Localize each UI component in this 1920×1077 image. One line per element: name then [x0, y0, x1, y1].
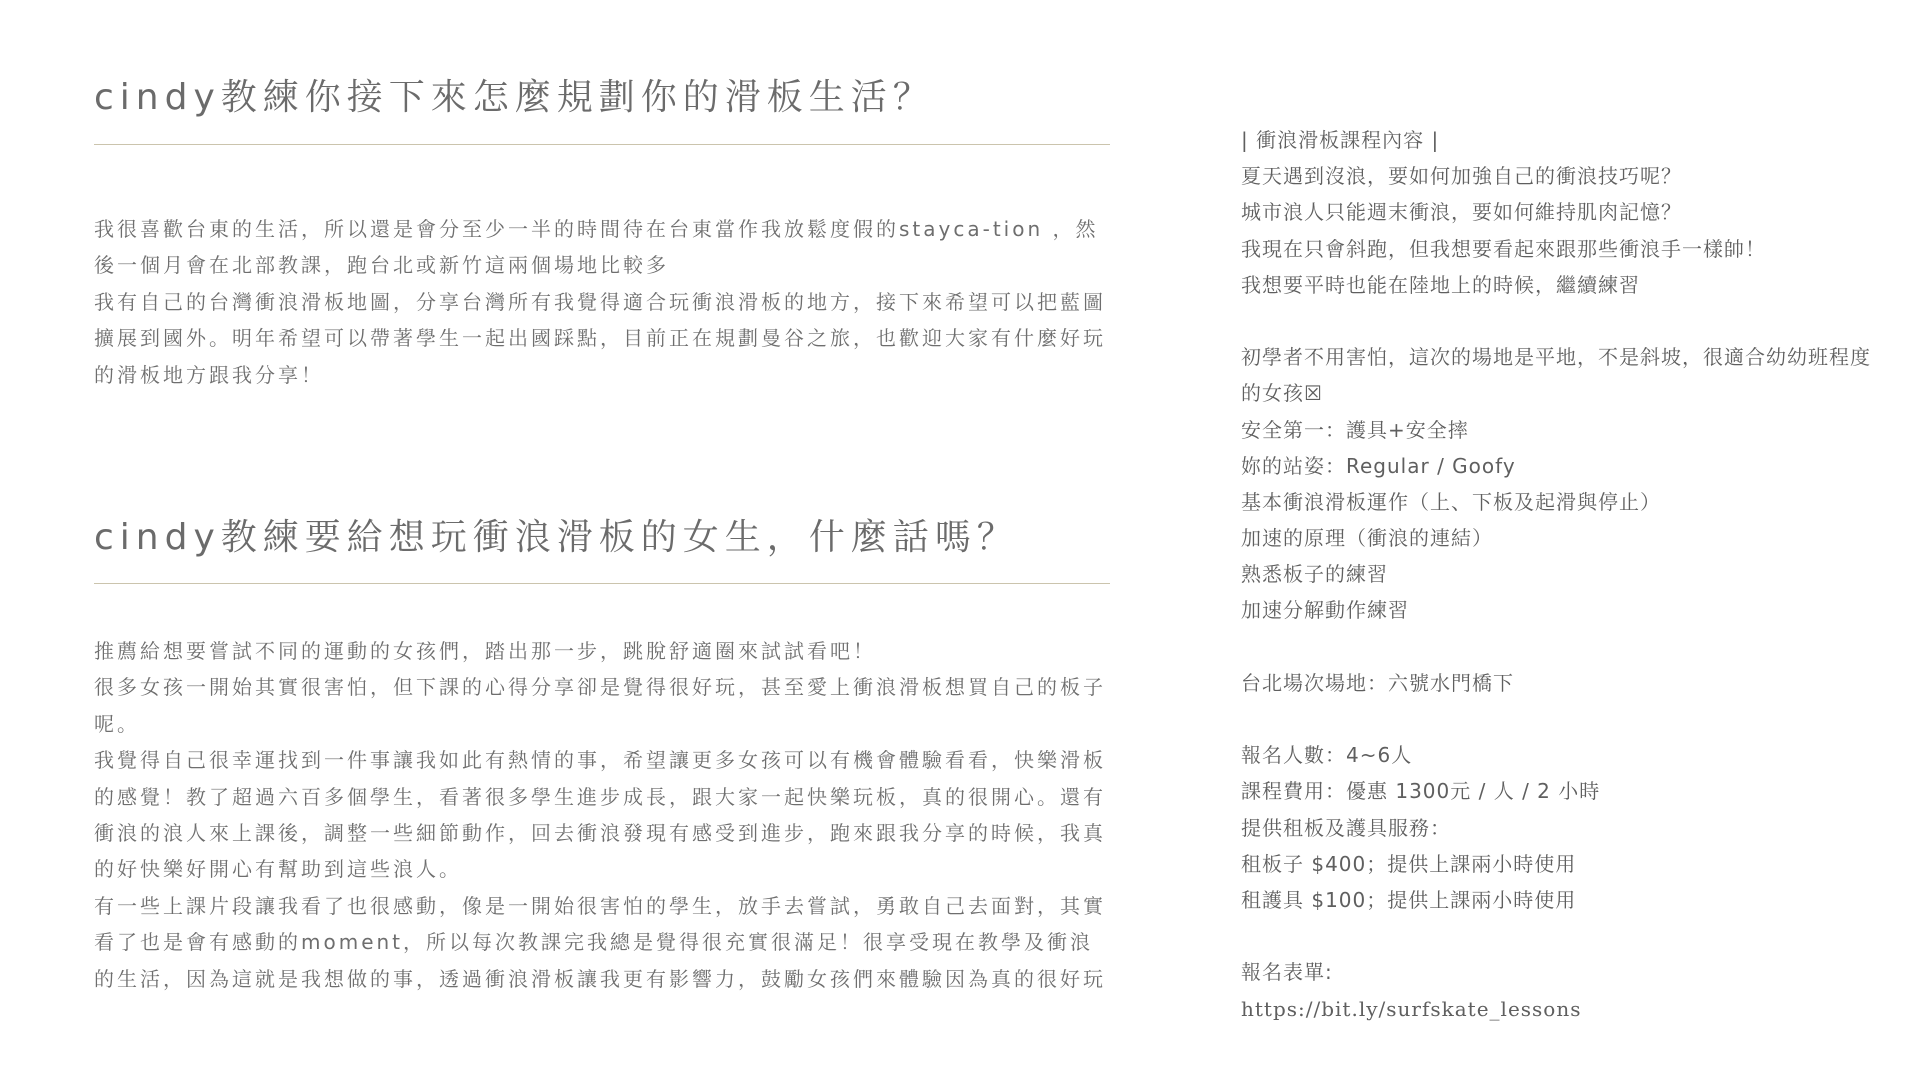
- course-info-column: [1241, 122, 1901, 1027]
- course-intro-line: 我現在只會斜跑，但我想要看起來跟那些衝浪手一樣帥！: [1241, 236, 1766, 261]
- course-intro-line: 夏天遇到沒浪，要如何加強自己的衝浪技巧呢？: [1241, 164, 1682, 189]
- course-intro-line: 城市浪人只能週末衝浪，要如何維持肌肉記憶？: [1241, 200, 1682, 225]
- course-item: 加速的原理（衝浪的連結）: [1241, 526, 1493, 551]
- title-divider: [94, 583, 1110, 584]
- spacer: [1241, 701, 1901, 737]
- paragraph: 推薦給想要嘗試不同的運動的女孩們，踏出那一步，跳脫舒適圈來試試看吧！: [94, 639, 876, 663]
- paragraph: 有一些上課片段讓我看了也很感動，像是一開始很害怕的學生，放手去嘗試，勇敢自己去面對，其實看了也是會有感動的moment，所以每次教課完我總是覺得很充實很滿足！很享受現在教學及衝浪的生活，因為這就是我想做的事，透過衝浪滑板讓我更有影響力，鼓勵女孩們來體驗因為真的很好玩: [94, 893, 1106, 991]
- paragraph: 我覺得自己很幸運找到一件事讓我如此有熱情的事，希望讓更多女孩可以有機會體驗看看，快樂滑板的感覺！教了超過六百多個學生，看著很多學生進步成長，跟大家一起快樂玩板，真的很開心。還有衝浪的浪人來上課後，調整一些細節動作，回去衝浪發現有感受到進步，跑來跟我分享的時候，我真的好快樂好開心有幫助到這些浪人。: [94, 748, 1106, 882]
- advice-body: [94, 633, 1110, 997]
- rental-board: 租板子 $400；提供上課兩小時使用: [1241, 851, 1577, 876]
- spacer: [1241, 303, 1901, 339]
- section-title-advice: cindy教練要給想玩衝浪滑板的女生，什麼話嗎？: [94, 517, 1019, 558]
- course-heading: | 衝浪滑板課程內容 |: [1241, 128, 1440, 152]
- title-divider: [94, 144, 1110, 145]
- course-item: 熟悉板子的練習: [1241, 562, 1388, 587]
- course-item: 基本衝浪滑板運作（上、下板及起滑與停止）: [1241, 489, 1661, 514]
- paragraph: 很多女孩一開始其實很害怕，但下課的心得分享卻是覺得很好玩，甚至愛上衝浪滑板想買自己的板子呢。: [94, 675, 1106, 736]
- signup-count: 報名人數：4~6人: [1241, 743, 1413, 768]
- course-item: 妳的站姿：Regular / Goofy: [1241, 453, 1516, 478]
- paragraph: 我有自己的台灣衝浪滑板地圖，分享台灣所有我覺得適合玩衝浪滑板的地方，接下來希望可以把藍圖擴展到國外。明年希望可以帶著學生一起出國踩點，目前正在規劃曼谷之旅，也歡迎大家有什麼好玩的滑板地方跟我分享！: [94, 289, 1106, 387]
- signup-form-label: 報名表單:: [1241, 960, 1333, 985]
- section-title-plans: cindy教練你接下來怎麼規劃你的滑板生活？: [94, 77, 935, 118]
- course-fee: 課程費用：優惠 1300元 / 人 / 2 小時: [1241, 779, 1601, 804]
- course-intro-line: 我想要平時也能在陸地上的時候，繼續練習: [1241, 272, 1640, 297]
- paragraph: 我很喜歡台東的生活，所以還是會分至少一半的時間待在台東當作我放鬆度假的stayca-tion ，然後一個月會在北部教課，跑台北或新竹這兩個場地比較多: [94, 217, 1099, 278]
- course-item: 安全第一：護具+安全摔: [1241, 417, 1469, 442]
- spacer: [1241, 629, 1901, 665]
- signup-form-link[interactable]: https://bit.ly/surfskate_lessons: [1241, 996, 1582, 1021]
- beginner-note: 初學者不用害怕，這次的場地是平地，不是斜坡，很適合幼幼班程度的女孩☒: [1241, 345, 1871, 406]
- venue: 台北場次場地：六號水門橋下: [1241, 670, 1514, 695]
- rental-gear: 租護具 $100；提供上課兩小時使用: [1241, 887, 1577, 912]
- plans-body: [94, 211, 1110, 393]
- spacer: [1241, 918, 1901, 954]
- rental-heading: 提供租板及護具服務：: [1241, 815, 1451, 840]
- course-item: 加速分解動作練習: [1241, 598, 1409, 623]
